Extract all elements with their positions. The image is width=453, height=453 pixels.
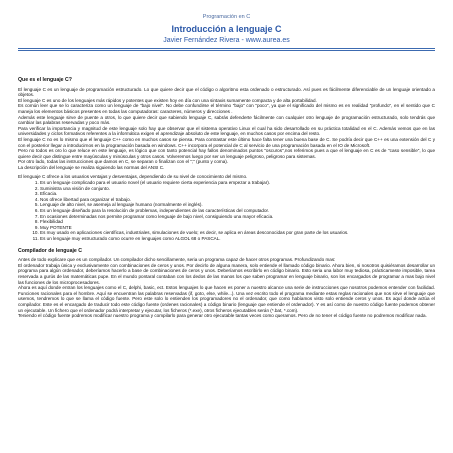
header-rule-bottom: [18, 50, 435, 51]
paragraph: Pero no todos es oro lo que reluce en este lenguaje, es lógico que con tanto potencial hay fallos denominados puntos "oscuros",nos referimos pues a que el lenguaje en C es de "caso sensible", lo que quiere decir que distingue entre mayúsculas y minúsculas y otros casos. Volveremos luego por ser un lenguaje peligroso, peligroso para sistemas.: [18, 148, 435, 159]
header-rule-top: [18, 48, 435, 49]
paragraph: La descripción del lenguaje se realiza siguiendo las normas del ANSI C.: [18, 164, 165, 170]
author-line: Javier Fernández Rivera - www.aurea.es: [163, 37, 290, 44]
features-list: [18, 180, 435, 242]
paragraph: Por otro lado, todas las instrucciones que damos en C, se separan o finalizan con el ";" (punto y coma).: [18, 159, 229, 165]
document-body: [18, 78, 435, 319]
paragraph: El lenguaje C no es lo mismo que el lenguaje C++ como en muchos casos se piensa. Para contrastar este último hace falta tener una buena base de C. Se podría decir que C++ es una extensión del C y con el posterior llegar a introducirnos en la programación basada en windows. C++ incorpora el potencial de C al servicio de una programación basada en el IO de Microsoft.: [18, 136, 435, 148]
list-item: 8. Flexibilidad: [40, 219, 435, 225]
list-item: 11. Es un lenguaje muy estructurado como ocurre en lenguajes como ALGOL 68 o PASCAL.: [40, 236, 435, 242]
paragraph: El ordenador trabaja única y exclusivamente con combinaciones de ceros y unos. Por decirlo de alguna manera, solo entiende el llamado código binario. Ahora bien, si nosotros quisiéramos desarrollar un programa para algún ordenador, deberíamos hacerlo a base de combinaciones de ceros y unos. Deberíamos escribirlo en código binario. Esto seria una labor muy tediosa, prácticamente imposible, tarea reservada a gurús de las matemáticas pupe. En el mundo pontaral contaban con los dedos de las manos los que saben programar en lenguaje binario, son los encargados de programar a mas bajo nivel las funciones de los microprocesadores.: [18, 262, 435, 285]
paragraph: Para verificar la importancia y magnitud de este lenguaje solo hay que observar que el sistema operativo Linux el cual ha sido desarrollado en su práctica totalidad en el C. Además vemos que en las universidades y ciclos formativos referentes a la informática exigen el aprendizaje absoluto de este lenguaje, en muchos casos por encima del resto.: [18, 125, 435, 137]
section-title-que-es-c: Que es el lenguaje C?: [18, 77, 72, 83]
document-title: Introducción a lenguaje C: [171, 24, 282, 34]
paragraph: Además este lenguaje sirve de puente a otros, lo que quiere decir que sabiendo lenguaje C, sabrás defenderte fácilmente con cualquier otro lenguaje de programación estructurado, solo tendrás que cambiar las palabras reservadas y poco más.: [18, 114, 435, 126]
list-item: 7. En ocasiones determinadas nos permite programar como lenguaje de bajo nivel, consiguiendo una mayor eficacia.: [40, 214, 435, 220]
paragraph: El lenguaje C es un lenguaje de programación estructurado. Lo que quiere decir que el código o algoritmo esta ordenado o estructurado. Así pues es fácilmente diferenciable de un lenguaje orientado a objetos.: [18, 86, 435, 98]
list-item: 4. Nos ofrece libertad para organizar el trabajo.: [40, 197, 435, 203]
list-item: 1. Es un lenguaje complicado para el usuario novel (el usuario requiere cierta experiencia para empezar a trabajar).: [40, 180, 435, 186]
paragraph: Es común leer que se lo caracteriza como un lenguaje de "bajo nivel". No debe confundirse el término "bajo" con "poco", ya que el significado del mismo es en realidad "profundo", en el sentido que C maneja los elementos básicos presentes en todas las computadoras: caracteres, números y direcciones .: [18, 103, 435, 114]
list-item: 5. Lenguaje de alto nivel, se asemeja al lenguaje humano (normalmente el inglés).: [40, 202, 435, 208]
list-item: 2. Suministra una visión de conjunto.: [40, 186, 435, 192]
list-item: 10. Es muy usado en aplicaciones científicas, industriales, simulaciones de vuelo; es decir, se aplica en áreas desconocidas por gran parte de los usuarios.: [40, 230, 435, 236]
list-intro: El lenguaje C ofrece a los usuarios ventajas y desventajas, dependiendo de su nivel de conocimiento del mismo.: [18, 173, 248, 179]
paragraph: Ahora es aquí donde entran los lenguajes como el C, delphi, basic, ect. Estos lenguajes lo que hacen es poner a nuestro alcance una serie de instrucciones que nosotros podemos entender con facilidad. Funciones racionales para el hombre. Aquí se encuentran las palabras reservadas (if, goto, else, while...). Una vez escrito todo el programa mediante estas reglas racionales que nos sirve el lenguaje que usemos, tendremos lo que se llama el código fuente. Pero este solo lo entienden los programadores no el ordenador, que como habíamos visto solo entiende ceros y unos. Es aquí donde actúa el compilador. Este es el encargado de traducir todo este código fuente (ordenes racionales) a código binario (lenguaje que entiende el ordenador). Y es así como de nuestro código fuente podemos obtener un ejecutable. Un fichero que el ordenador podrá interpretar y ejecutar, los ficheros (*.exe), otros ficheros ejecutables serán (*.bat, *.com).: [18, 285, 435, 313]
list-item: 3. Eficacia.: [40, 191, 435, 197]
list-item: 6. Es un lenguaje diseñado para la resolución de problemas, independientes de las características del computador.: [40, 208, 435, 214]
section-title-compilador: Compilador de lenguaje C: [18, 247, 82, 254]
paragraph: Teniendo el código fuente podremos modificar nuestro programa y compilarlo para generar otro ejecutable tantas veces como queramos. Pero de no tener el código fuente no podremos modificar nada.: [18, 313, 427, 319]
paragraph: Antes de todo explicare que es un compilador. Un compilador dicho sencillamente, seria un programa capaz de hacer otros programas. Profundizando mas:: [18, 257, 336, 263]
paragraph: El lenguaje C es uno de los lenguajes más rápidos y potentes que existen hoy en día con una sintaxis sumamente compacta y de alta portabilidad.: [18, 97, 317, 103]
series-kicker: Programación en C: [202, 14, 251, 20]
list-item: 9. Muy POTENTE: [40, 225, 435, 231]
